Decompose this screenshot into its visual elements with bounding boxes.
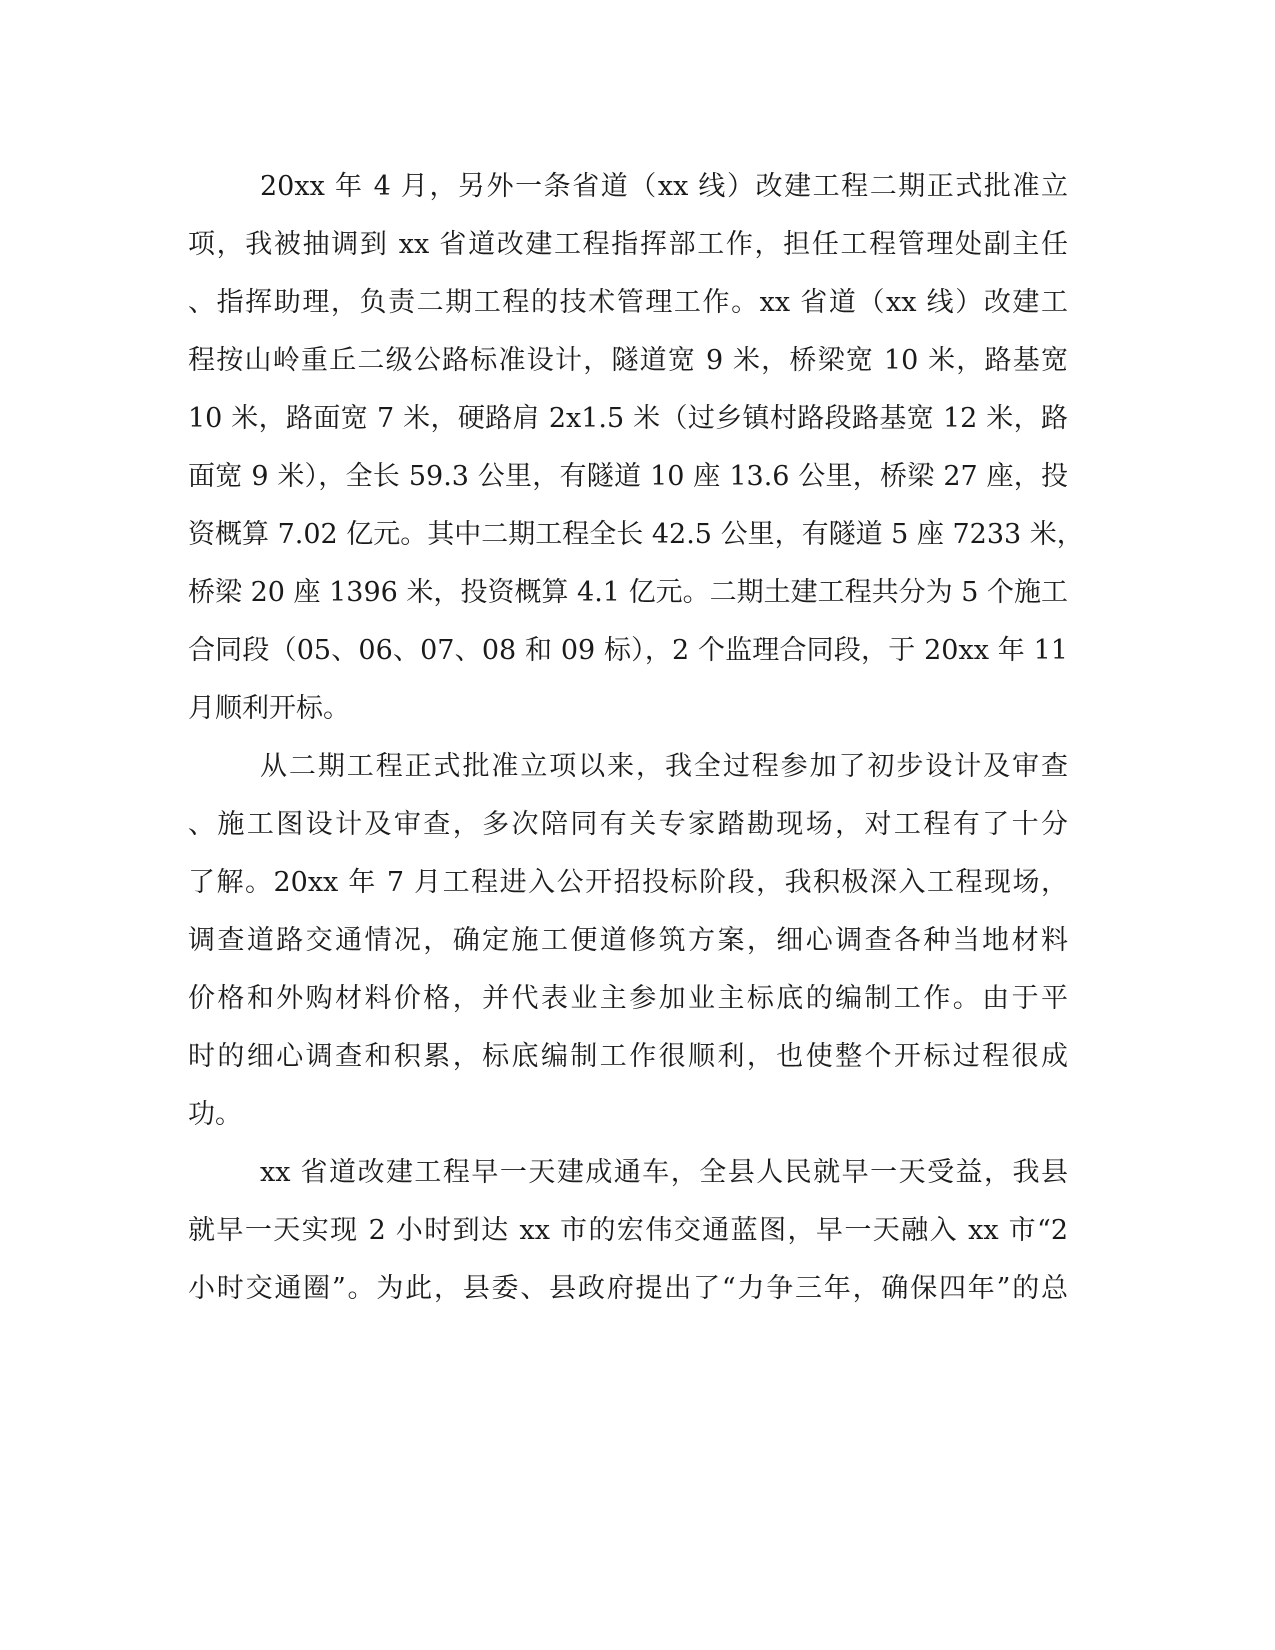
text-line: 月顺利开标。 <box>188 693 350 724</box>
paragraph-1 <box>188 158 1084 738</box>
text-line: 10 米，路面宽 7 米，硬路肩 2x1.5 米（过乡镇村路段路基宽 12 米，路 <box>188 403 1068 434</box>
text-line: 小时交通圈”。为此，县委、县政府提出了“力争三年，确保四年”的总 <box>188 1273 1068 1304</box>
text-line: 功。 <box>188 1099 242 1130</box>
text-line: 、施工图设计及审查，多次陪同有关专家踏勘现场，对工程有了十分 <box>188 809 1068 840</box>
text-line: 资概算 7.02 亿元。其中二期工程全长 42.5 公里，有隧道 5 座 7233 米， <box>188 519 1084 550</box>
text-line: 价格和外购材料价格，并代表业主参加业主标底的编制工作。由于平 <box>188 983 1068 1014</box>
document-body <box>188 158 1084 1318</box>
text-line: 桥梁 20 座 1396 米，投资概算 4.1 亿元。二期土建工程共分为 5 个施工 <box>188 577 1068 608</box>
text-line: 就早一天实现 2 小时到达 xx 市的宏伟交通蓝图，早一天融入 xx 市“2 <box>188 1215 1068 1246</box>
text-line: 20xx 年 4 月，另外一条省道（xx 线）改建工程二期正式批准立 <box>260 171 1068 202</box>
text-line: 面宽 9 米），全长 59.3 公里，有隧道 10 座 13.6 公里，桥梁 27 座，投 <box>188 461 1068 492</box>
text-line: 项，我被抽调到 xx 省道改建工程指挥部工作，担任工程管理处副主任 <box>188 229 1068 260</box>
text-line: xx 省道改建工程早一天建成通车，全县人民就早一天受益，我县 <box>260 1157 1068 1188</box>
text-line: 了解。20xx 年 7 月工程进入公开招投标阶段，我积极深入工程现场， <box>188 867 1068 898</box>
paragraph-3 <box>188 1144 1068 1318</box>
text-line: 时的细心调查和积累，标底编制工作很顺利，也使整个开标过程很成 <box>188 1041 1068 1072</box>
text-line: 调查道路交通情况，确定施工便道修筑方案，细心调查各种当地材料 <box>188 925 1068 956</box>
paragraph-2 <box>188 738 1068 1144</box>
text-line: 从二期工程正式批准立项以来，我全过程参加了初步设计及审查 <box>260 751 1068 782</box>
text-line: 程按山岭重丘二级公路标准设计，隧道宽 9 米，桥梁宽 10 米，路基宽 <box>188 345 1068 376</box>
text-line: 、指挥助理，负责二期工程的技术管理工作。xx 省道（xx 线）改建工 <box>188 287 1068 318</box>
text-line: 合同段（05、06、07、08 和 09 标），2 个监理合同段，于 20xx 年 11 <box>188 635 1068 666</box>
